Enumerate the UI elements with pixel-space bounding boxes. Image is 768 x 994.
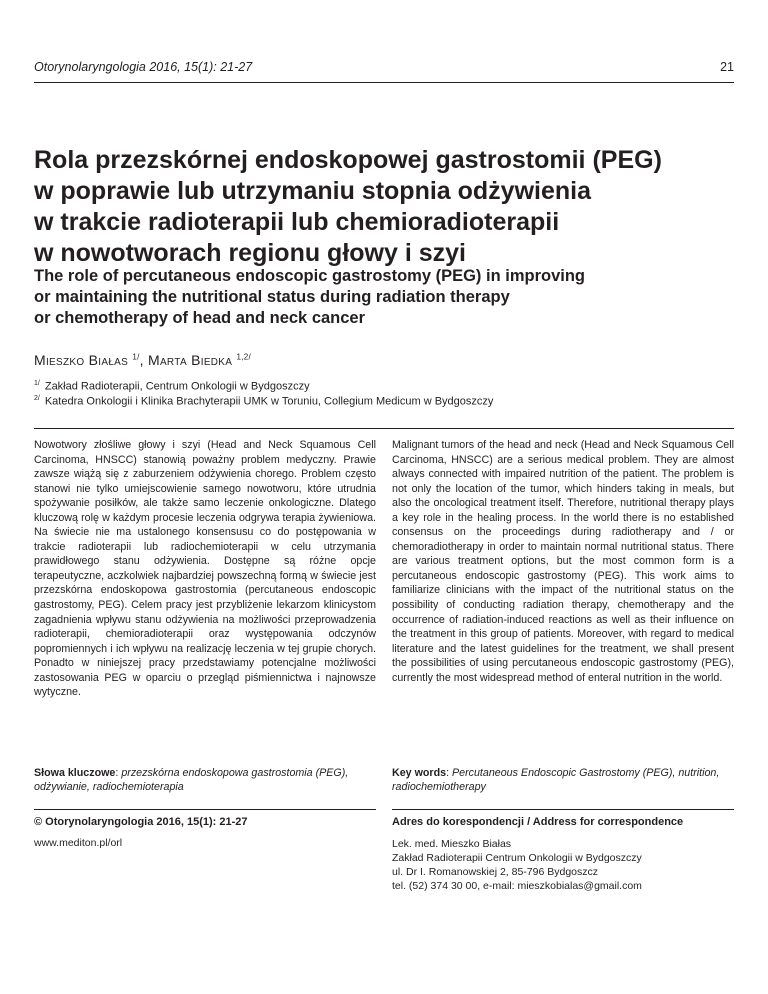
correspondence-line: ul. Dr I. Romanowskiej 2, 85-796 Bydgoszcz [392,866,599,878]
affiliation-marker: 1/ [34,380,40,387]
footer-rule [392,809,734,810]
running-head: Otorynolaryngologia 2016, 15(1): 21-27 [34,60,253,74]
affiliation-marker: 2/ [34,395,40,402]
page-number: 21 [720,60,734,74]
title-pl-line: w nowotworach regionu głowy i szyi [34,239,466,267]
keywords-text: Percutaneous Endoscopic Gastrostomy (PEG), nutrition, radiochemiotherapy [392,767,720,793]
correspondence-heading: Adres do korespondencji / Address for correspondence [392,816,684,828]
author-name: Marta Biedka [148,352,233,368]
affiliation [34,391,493,410]
title-en-line: or chemotherapy of head and neck cancer [34,309,366,327]
author-affiliation-marker: 1,2/ [236,352,251,362]
section-rule [34,428,734,429]
footer-rule [34,809,376,810]
affiliation-text: Katedra Onkologii i Klinika Brachyterapii UMK w Toruniu, Collegium Medicum w Bydgoszczy [44,395,494,408]
title-pl-line: Rola przezskórnej endoskopowej gastrostomii (PEG) [34,146,662,174]
keywords-label: Key words [392,767,447,779]
keywords-polish [34,766,376,794]
correspondence-line: Zakład Radioterapii Centrum Onkologii w Bydgoszczy [392,852,642,864]
correspondence-line: Lek. med. Mieszko Białas [392,838,512,850]
title-pl-line: w poprawie lub utrzymaniu stopnia odżywienia [34,177,592,205]
author-list [34,352,251,368]
keywords-english [392,766,734,794]
affiliation-text: Zakład Radioterapii, Centrum Onkologii w Bydgoszczy [44,380,310,393]
keywords-colon: : [446,767,453,779]
title-en-line: or maintaining the nutritional status during radiation therapy [34,288,510,306]
title-pl-line: w trakcie radioterapii lub chemioradioterapii [34,208,560,236]
keywords-label: Słowa kluczowe [34,767,116,779]
header-rule [34,82,734,83]
title-en-line: The role of percutaneous endoscopic gastrostomy (PEG) in improving [34,267,585,285]
keywords-colon: : [115,767,122,779]
keywords-text: przezskórna endoskopowa gastrostomia (PEG), odżywianie, radiochemioterapia [34,767,349,793]
abstract-polish: Nowotwory złośliwe głowy i szyi (Head and Neck Squamous Cell Carcinoma, HNSCC) stanowią poważny problem medyczny. Prawie zawsze wiążą się z zaburzeniem odżywienia chorego. Problem często stanowi nie tylko umiejscowienie samego nowotworu, które utrudnia spożywanie posiłków, ale także samo leczenie onkologiczne. Dlatego kluczową rolę w każdym procesie leczenia odgrywa terapia żywieniowa. Na świecie nie ma ustalonego konsensusu co do postępowania w trakcie radioterapii lub radiochemioterapii w celu utrzymania prawidłowego stanu odżywienia. Dostępne są różne opcje terapeutyczne, aczkolwiek najbardziej powszechną formą w świecie jest przezskórna endoskopowa gastrostomia (percutaneous endoscopic gastrostomy, PEG). Celem pracy jest przybliżenie lekarzom klinicystom zagadnienia wpływu stanu odżywienia na możliwości przeprowadzenia radioterapii, chemioradioterapii oraz występowania odczynów popromiennych i ich wpływu na realizację leczenia w tej grupie chorych. Ponadto w niniejszej pracy przedstawiamy potencjalne możliwości zastosowania PEG w oparciu o przegląd piśmiennictwa i najnowsze wytyczne. [34,439,376,699]
author-separator: , [139,352,148,368]
author-name: Mieszko Białas [34,352,129,368]
journal-website-link[interactable]: www.mediton.pl/orl [34,837,123,849]
title-polish [34,145,734,269]
author-affiliation-marker: 1/ [132,352,140,362]
abstract-english: Malignant tumors of the head and neck (Head and Neck Squamous Cell Carcinoma, HNSCC) are a serious medical problem. They are almost always connected with impaired nutrition of the patient. The problem is not only the location of the tumor, which hinders taking in meals, but also the oncological treatment itself. Therefore, nutritional therapy plays a key role in the healing process. In the world there is no established consensus on the proceedings during radiotherapy and / or chemoradiotherapy in order to maintain normal nutritional status. There are various treatment options, but the most common form is a percutaneous endoscopic gastrostomy (PEG). This work aims to familiarize clinicians with the impact of the nutritional status on the possibility of conducting radiation therapy, chemotherapy and the occurrence of radiation-induced reactions as well as their influence on the treatment in this group of patients. Moreover, with regard to medical literature and the latest guidelines for the treatment, we shall present the possibilities of using percutaneous endoscopic gastrostomy (PEG), currently the most widespread method of enteral nutrition in the world. [392,439,734,684]
correspondence-line: tel. (52) 374 30 00, e-mail: mieszkobialas@gmail.com [392,880,642,892]
title-english [34,266,734,329]
citation: © Otorynolaryngologia 2016, 15(1): 21-27 [34,816,248,828]
